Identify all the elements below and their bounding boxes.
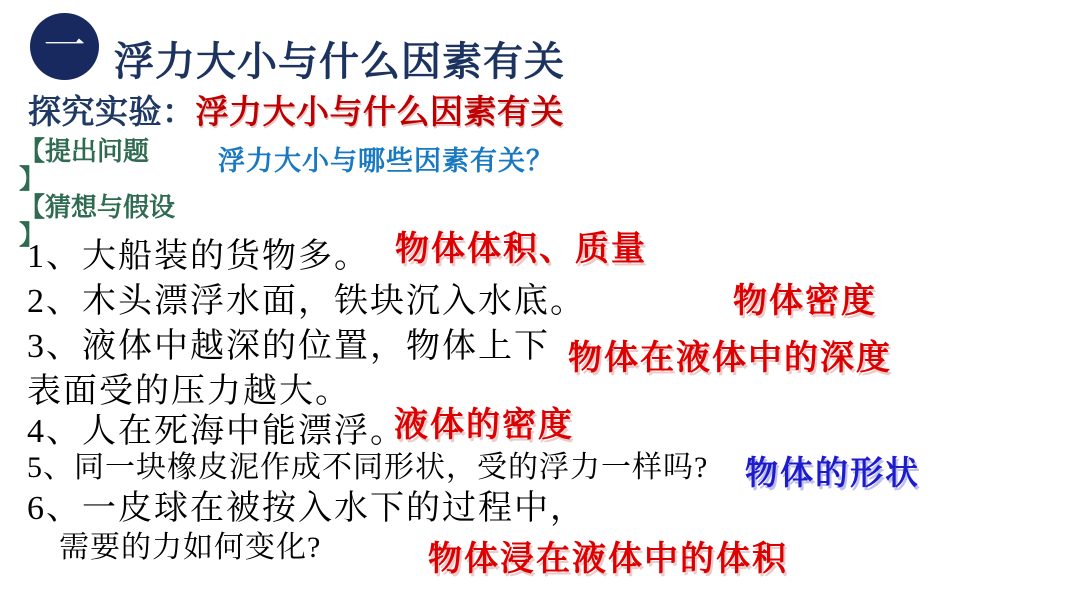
annotation-liquid-density: 液体的密度 xyxy=(394,406,574,444)
slide-title: 浮力大小与什么因素有关 xyxy=(114,39,565,84)
propose-question-open: 【提出问题 xyxy=(19,136,150,166)
observation-3-line1: 3、液体中越深的位置，物体上下 xyxy=(27,328,550,365)
section-number-text: 一 xyxy=(43,23,86,70)
section-number-badge xyxy=(30,13,99,80)
annotation-depth-in-liquid: 物体在液体中的深度 xyxy=(568,339,892,377)
annotation-volume-mass: 物体体积、质量 xyxy=(395,230,647,268)
experiment-topic: 浮力大小与什么因素有关 xyxy=(195,93,564,130)
observation-2: 2、木头漂浮水面，铁块沉入水底。 xyxy=(27,283,586,320)
bracket-prompts xyxy=(19,137,175,249)
annotation-object-density: 物体密度 xyxy=(733,282,877,320)
guess-hypothesis-close: 】 xyxy=(19,220,46,250)
observation-6-line1: 6、一皮球在被按入水下的过程中， xyxy=(27,490,586,527)
propose-question-close: 】 xyxy=(19,164,46,194)
observation-3-line2: 表面受的压力越大。 xyxy=(27,373,351,410)
guess-hypothesis-open: 【猜想与假设 xyxy=(19,192,176,222)
annotation-object-shape: 物体的形状 xyxy=(745,454,920,491)
observation-4: 4、人在死海中能漂浮。 xyxy=(27,413,406,450)
experiment-heading xyxy=(28,86,564,133)
annotation-immersed-volume: 物体浸在液体中的体积 xyxy=(428,540,788,578)
question-text: 浮力大小与哪些因素有关？ xyxy=(218,146,554,176)
observation-6-line2: 需要的力如何变化? xyxy=(59,531,322,564)
experiment-label: 探究实验： xyxy=(28,93,196,130)
observation-1: 1、大船装的货物多。 xyxy=(27,238,370,275)
observation-5: 5、同一块橡皮泥作成不同形状，受的浮力一样吗? xyxy=(27,451,709,484)
